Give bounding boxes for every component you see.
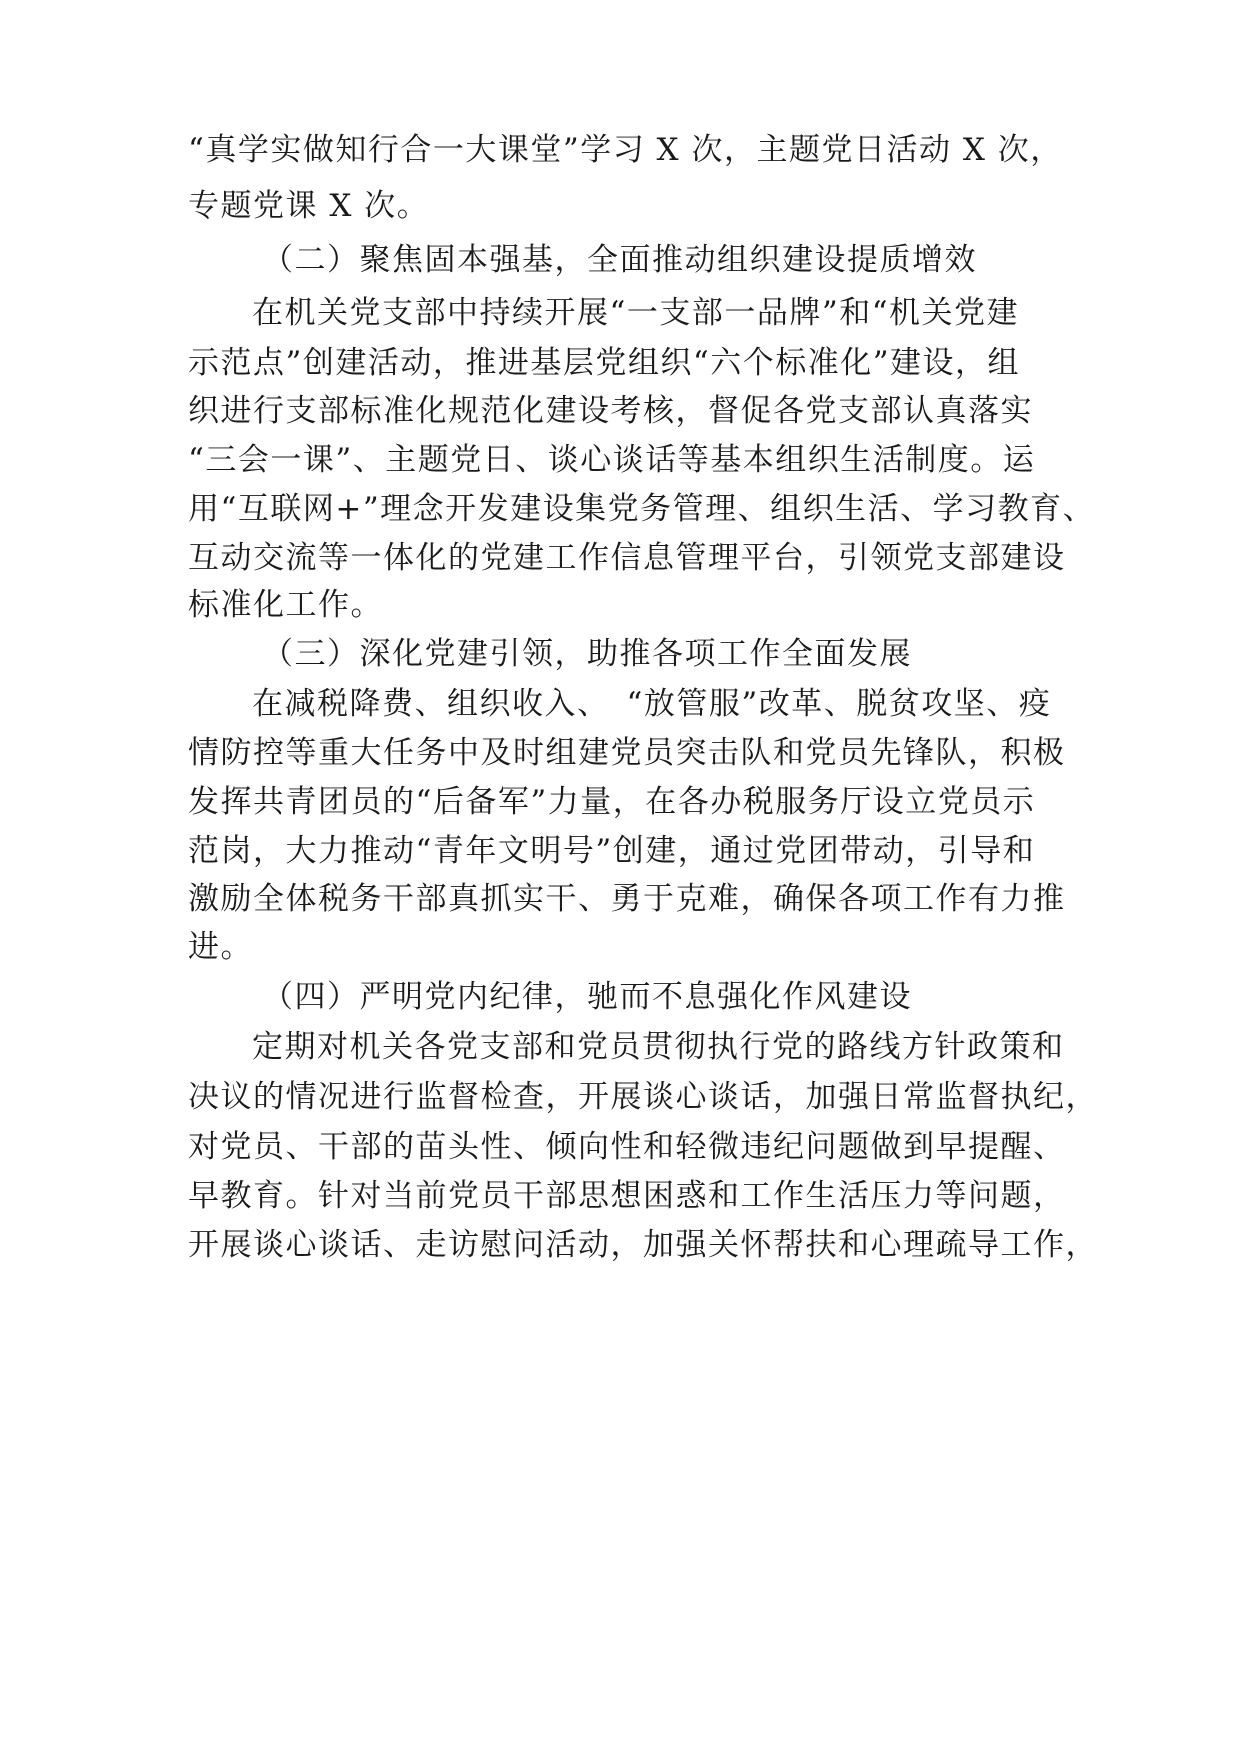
para3-line-2: 情防控等重大任务中及时组建党员突击队和党员先锋队，积极 — [188, 735, 1066, 771]
para4-line-3: 对党员、干部的苗头性、倾向性和轻微违纪问题做到早提醒、 — [188, 1129, 1066, 1165]
section-heading-4: （四）严明党内纪律，驰而不息强化作风建设 — [262, 979, 912, 1015]
section-heading-3: （三）深化党建引领，助推各项工作全面发展 — [262, 636, 912, 672]
para3-line-1: 在减税降费、组织收入、 “放管服”改革、脱贫攻坚、疫 — [252, 686, 1052, 722]
para4-line-2: 决议的情况进行监督检查，开展谈心谈话，加强日常监督执纪， — [188, 1079, 1098, 1115]
para2-line-2: 示范点”创建活动，推进基层党组织“六个标准化”建设，组 — [188, 345, 1021, 381]
para4-line-4: 早教育。针对当前党员干部思想困惑和工作生活压力等问题， — [188, 1178, 1066, 1214]
section-heading-2: （二）聚焦固本强基，全面推动组织建设提质增效 — [262, 242, 977, 278]
para2-line-3: 织进行支部标准化规范化建设考核，督促各党支部认真落实 — [188, 393, 1033, 429]
para3-line-5: 激励全体税务干部真抓实干、勇于克难，确保各项工作有力推 — [188, 881, 1066, 917]
para4-line-5: 开展谈心谈话、走访慰问活动，加强关怀帮扶和心理疏导工作， — [188, 1227, 1098, 1263]
para2-line-4: “三会一课”、主题党日、谈心谈话等基本组织生活制度。运 — [188, 442, 1036, 478]
para1-line-1: “真学实做知行合一大课堂”学习 X 次，主题党日活动 X 次， — [188, 132, 1063, 168]
para3-line-4: 范岗，大力推动“青年文明号”创建，通过党团带动，引导和 — [188, 833, 1036, 869]
para2-line-1: 在机关党支部中持续开展“一支部一品牌”和“机关党建 — [252, 295, 1020, 331]
para3-line-3: 发挥共青团员的“后备军”力量，在各办税服务厅设立党员示 — [188, 784, 1036, 820]
para1-line-2: 专题党课 X 次。 — [188, 188, 430, 224]
para2-line-5: 用“互联网+”理念开发建设集党务管理、组织生活、学习教育、 — [188, 491, 1096, 527]
para4-line-1: 定期对机关各党支部和党员贯彻执行党的路线方针政策和 — [252, 1029, 1065, 1065]
para2-line-6: 互动交流等一体化的党建工作信息管理平台，引领党支部建设 — [188, 540, 1066, 576]
para3-line-6: 进。 — [188, 929, 253, 965]
para2-line-7: 标准化工作。 — [188, 587, 383, 623]
